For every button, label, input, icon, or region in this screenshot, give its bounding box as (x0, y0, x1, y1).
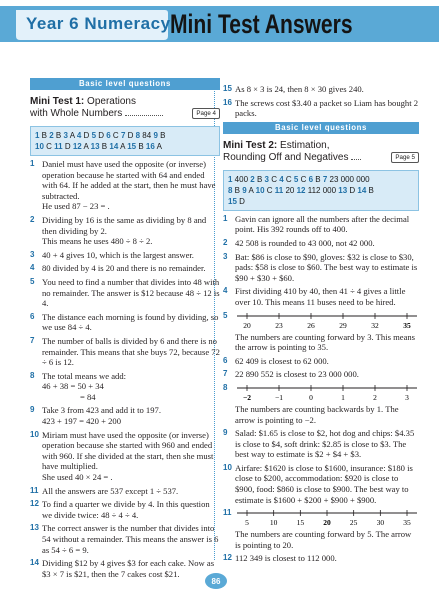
solution-body (42, 277, 220, 309)
solution-item (223, 383, 419, 425)
number-line-label: 5 (245, 518, 249, 528)
solution-item (30, 250, 220, 261)
solution-calculation: He used 87 − 23 = . (42, 201, 110, 212)
solution-item (30, 499, 220, 520)
answer-line (228, 196, 414, 207)
solution-number: 1 (223, 213, 228, 223)
solution-body (235, 463, 419, 505)
answer-value: B (313, 174, 321, 184)
answer-value: C (298, 174, 307, 184)
answer-value: C (110, 131, 119, 140)
answer-value: B (366, 185, 374, 195)
solution-item (223, 252, 419, 284)
answer-number: 9 (242, 185, 247, 195)
solution-item (30, 159, 220, 212)
solution-number: 10 (223, 462, 232, 472)
answer-number: 3 (63, 131, 68, 140)
solution-number: 2 (30, 214, 35, 224)
answer-number: 15 (228, 196, 237, 206)
answer-number: 13 (338, 185, 348, 195)
answer-value: D (347, 185, 356, 195)
solution-number: 7 (223, 369, 228, 379)
solution-calculation: = 84 (80, 391, 96, 402)
answer-number: 9 (153, 131, 158, 140)
left-column (30, 78, 220, 579)
solution-number: 2 (223, 237, 228, 247)
solution-item (223, 553, 419, 564)
solution-body (42, 159, 220, 212)
answer-number: 6 (106, 131, 111, 140)
answer-number: 5 (293, 174, 299, 184)
solution-text: All the answers are 537 except 1 ÷ 537. (42, 485, 179, 496)
answer-number: 13 (90, 142, 100, 151)
solution-text: The screws cost $3.40 a packet so Liam has bought 2 packs. (235, 97, 419, 119)
solution-text: Daniel must have used the opposite (or inverse) operation because he started with 64 and ended with 64. If he added at the start, then he must have subtracted. (42, 159, 216, 201)
solution-item (223, 84, 419, 95)
solution-calculation: 46 + 38 = 50 + 34 (42, 381, 104, 392)
answer-number: 6 (308, 174, 314, 184)
solution-number: 5 (30, 276, 35, 286)
solution-number: 5 (223, 310, 228, 320)
test1-label: Mini Test 1: (30, 96, 85, 107)
solution-body (42, 523, 220, 555)
solution-item (223, 238, 419, 249)
test2-label: Mini Test 2: (223, 139, 278, 151)
answer-number: 11 (54, 142, 63, 151)
answer-number: 4 (279, 174, 284, 184)
solution-body (42, 215, 220, 247)
solution-number: 4 (30, 263, 35, 273)
answer-number: 12 (72, 142, 82, 151)
solution-item (223, 98, 419, 119)
solution-number: 9 (223, 428, 228, 438)
number-line-label: 0 (309, 392, 313, 402)
answer-value: D (236, 196, 245, 206)
solution-item (30, 336, 220, 368)
solution-body (42, 312, 220, 333)
answer-value: 400 (232, 174, 249, 184)
solution-item (30, 405, 220, 426)
solution-body (235, 286, 419, 307)
answer-value: B (136, 142, 144, 151)
solution-item (30, 523, 220, 555)
number-line-label: 2 (373, 392, 377, 402)
solution-text: Dividing by 16 is the same as dividing by 8 and then dividing by 2. (42, 214, 207, 236)
solution-body (42, 336, 220, 368)
solution-number: 12 (30, 499, 39, 509)
number-line-label: 20 (243, 320, 251, 330)
number-line-label: 30 (376, 518, 385, 528)
answer-value: A (118, 142, 125, 151)
answer-number: 4 (76, 131, 82, 140)
answer-value: A (67, 131, 75, 140)
answer-value: 112 000 (305, 185, 337, 195)
solution-item (223, 214, 419, 235)
header-subject: Year 6 Numeracy (26, 14, 171, 33)
solution-item (223, 356, 419, 367)
solution-body (235, 238, 419, 249)
solution-item (223, 428, 419, 460)
answer-value: C (264, 185, 273, 195)
answer-value: D (62, 142, 71, 151)
solution-item (223, 508, 419, 550)
number-line-label: 15 (296, 518, 305, 528)
solution-number: 11 (30, 485, 39, 495)
solution-text: The numbers are counting forward by 3. This means the arrow is pointing to 35. (235, 331, 416, 353)
answer-value: B (39, 131, 48, 140)
solution-item (30, 312, 220, 333)
answer-value: B (254, 174, 263, 184)
test2-title-a: Estimation, (280, 139, 330, 151)
solution-number: 15 (223, 84, 232, 93)
solution-body (42, 558, 220, 579)
solution-number: 9 (30, 405, 35, 415)
solution-number: 8 (223, 382, 228, 392)
test2-answer-box (223, 170, 419, 211)
right-column (223, 81, 419, 564)
answer-value: A (246, 185, 254, 195)
solution-number: 6 (223, 355, 228, 365)
solution-body (235, 84, 419, 95)
number-line-label: −2 (242, 392, 252, 402)
number-line-label: 26 (307, 320, 315, 330)
level-bar-basic: Basic level questions (30, 78, 220, 90)
answer-number: 16 (145, 142, 155, 151)
solution-text: To find a quarter we divide by 4. In this question we divide twice: 48 ÷ 4 ÷ 4. (42, 499, 210, 520)
answer-line (35, 141, 215, 152)
answer-number: 10 (35, 142, 44, 151)
answer-value: A (81, 142, 89, 151)
answer-number: 8 (228, 185, 233, 195)
solution-body (235, 311, 419, 353)
solution-number: 11 (223, 508, 232, 518)
solution-text: Salad: $1.65 is close to $2, hot dog and chips: $4.35 is close to $4, soft drink: $2.85 is close to $3. The best way to estimate is $2 + $4 + $3. (235, 428, 415, 460)
solution-item (30, 277, 220, 309)
solution-item (30, 371, 220, 403)
answer-value: B (232, 185, 241, 195)
solution-text: Gavin can ignore all the numbers after the decimal point. His 392 rounds off to 400. (235, 213, 410, 235)
solution-body (42, 430, 220, 483)
page-number: 86 (211, 577, 221, 586)
solution-number: 3 (30, 249, 35, 259)
solution-number: 13 (30, 523, 39, 533)
solution-item (30, 486, 220, 497)
number-line-label: 20 (323, 518, 331, 528)
solution-text: First dividing 410 by 40, then 41 ÷ 4 gives a little over 10. This means 11 buses need to be hired. (235, 286, 406, 307)
number-line-label: 23 (275, 320, 283, 330)
solution-number: 10 (30, 429, 39, 439)
answer-number: 11 (274, 185, 284, 195)
number-line-label: 25 (349, 518, 358, 528)
number-line (235, 384, 419, 404)
solution-text: The correct answer is the number that divides into 54 without a remainder. This means the answer is 6 as 54 ÷ 6 = 9. (42, 523, 219, 555)
answer-line (228, 174, 414, 185)
solution-text: 42 508 is rounded to 43 000, not 42 000. (235, 237, 375, 248)
solution-body (42, 263, 220, 274)
page-header (0, 0, 439, 62)
solution-item (223, 311, 419, 353)
solution-text: The numbers are counting forward by 5. The arrow is pointing to 20. (235, 529, 412, 550)
solution-text: 62 409 is closest to 62 000. (235, 355, 329, 366)
answer-number: 1 (228, 174, 233, 184)
answer-number: 7 (120, 131, 126, 140)
number-line-label: 32 (371, 320, 379, 330)
answer-value: D (96, 131, 105, 140)
solution-body (235, 428, 419, 460)
solution-text: Miriam must have used the opposite (or inverse) operation because she started with 960 and ended with 960. If she divided at the start, then she must have multiplied. (42, 429, 214, 472)
solution-body (235, 252, 419, 284)
test1-answer-box (30, 126, 220, 156)
solution-body (235, 553, 419, 564)
solution-item (30, 430, 220, 483)
solution-number: 1 (30, 159, 35, 168)
number-line-label: 35 (403, 320, 411, 330)
answer-line (228, 185, 414, 196)
answer-number: 3 (264, 174, 269, 184)
answer-number: 5 (91, 131, 97, 140)
answer-value: D (81, 131, 90, 140)
answer-number: 14 (357, 185, 367, 195)
solution-body (42, 499, 220, 520)
answer-value: C (43, 142, 52, 151)
test1-title-b: with Whole Numbers (30, 108, 123, 119)
test2-heading (223, 140, 419, 164)
answer-number: 10 (255, 185, 265, 195)
solution-body (42, 405, 220, 426)
solution-text: Airfare: $1620 is close to $1600, insurance: $180 is close to $200, accommodation: $920 is close to $900, food: $860 is close to $900. The best way to estimate is $1600 + $200 + $900 + $900. (235, 462, 413, 505)
answer-value: C (268, 174, 277, 184)
test2-title-b: Rounding Off and Negatives (223, 151, 349, 163)
solution-number: 3 (223, 251, 228, 261)
test1-page-tag: Page 4 (192, 108, 220, 119)
solution-text: 80 divided by 4 is 20 and there is no remainder. (42, 263, 206, 274)
solution-number: 4 (223, 286, 228, 296)
solution-body (42, 371, 220, 403)
test2-page-tag: Page 5 (391, 152, 419, 163)
solution-text: Take 3 from 423 and add it to 197. (42, 405, 161, 416)
number-line-label: 29 (339, 320, 347, 330)
solution-item (30, 263, 220, 274)
solution-body (235, 356, 419, 367)
answer-number: 2 (250, 174, 255, 184)
answer-value: B (53, 131, 62, 140)
test1-title-a: Operations (87, 96, 136, 107)
number-line-label: −1 (275, 392, 283, 402)
page-number-badge (205, 573, 227, 589)
solution-calculation: 423 + 197 = 420 + 200 (42, 416, 121, 427)
solution-text: 112 349 is closest to 112 000. (235, 553, 337, 564)
test1-solutions-continued (223, 84, 419, 119)
answer-number: 15 (127, 142, 137, 151)
solution-text: Dividing $12 by 4 gives $3 for each cake. Now as $3 × 7 is $21, then the 7 cakes cost $21. (42, 558, 215, 579)
solution-item (223, 369, 419, 380)
solution-text: You need to find a number that divides into 48 with no remainder. The answer is $12 because 48 ÷ 12 is 4. (42, 276, 220, 309)
solution-item (223, 286, 419, 307)
number-line-label: 10 (269, 518, 278, 528)
solution-body (235, 508, 419, 550)
answer-number: 2 (49, 131, 54, 140)
solution-text: 40 + 4 gives 10, which is the largest answer. (42, 249, 194, 260)
solution-body (235, 214, 419, 235)
number-line (235, 509, 419, 529)
test1-heading (30, 96, 220, 120)
answer-value: B (157, 131, 166, 140)
answer-number: 1 (35, 131, 40, 140)
solution-text: 22 890 552 is closest to 23 000 000. (235, 369, 359, 380)
solution-number: 14 (30, 558, 39, 568)
answer-number: 8 (135, 131, 141, 140)
solution-item (30, 558, 220, 579)
answer-number: 7 (322, 174, 328, 184)
solution-text: As 8 × 3 is 24, then 8 × 30 gives 240. (235, 84, 364, 94)
test1-solutions (30, 159, 220, 579)
answer-value: C (283, 174, 292, 184)
answer-value: 84 (140, 131, 152, 140)
answer-value: 20 (283, 185, 295, 195)
number-line-label: 3 (405, 392, 409, 402)
number-line-label: 1 (341, 392, 345, 402)
answer-number: 12 (296, 185, 306, 195)
solution-number: 6 (30, 311, 35, 321)
page-number-shape (205, 573, 227, 589)
solution-body (42, 250, 220, 261)
solution-body (235, 98, 419, 119)
level-bar-basic-2: Basic level questions (223, 122, 419, 134)
answer-value: B (99, 142, 108, 151)
answer-value: A (154, 142, 162, 151)
number-line-label: 35 (403, 518, 411, 528)
number-line (235, 312, 419, 332)
solution-text: The total means we add: (42, 370, 126, 381)
solution-number: 12 (223, 553, 232, 563)
solution-text: The numbers are counting backwards by 1. The arrow is pointing to −2. (235, 403, 399, 425)
answer-value: D (125, 131, 134, 140)
solution-item (223, 463, 419, 505)
solution-text: The number of balls is divided by 6 and there is no remainder. This means that she buys 72, because 72 ÷ 6 is 12. (42, 335, 220, 368)
answer-value: 23 000 000 (327, 174, 370, 184)
solution-calculation: This means he uses 480 ÷ 8 ÷ 2. (42, 236, 153, 247)
test2-solutions (223, 214, 419, 564)
solution-number: 16 (223, 97, 232, 107)
solution-text: Bat: $86 is close to $90, gloves: $32 is close to $30, pads: $58 is close to $60. The best way to estimate is $90 + $30 + $60. (235, 251, 418, 283)
solution-body (235, 383, 419, 425)
page-title: Mini Test Answers (170, 9, 353, 39)
solution-body (235, 369, 419, 380)
solution-number: 7 (30, 335, 35, 345)
answer-line (35, 130, 215, 141)
solution-text: The distance each morning is found by dividing, so we use 84 ÷ 4. (42, 311, 219, 333)
answer-number: 14 (109, 142, 119, 151)
solution-item (30, 215, 220, 247)
solution-number: 8 (30, 370, 35, 380)
solution-calculation: She used 40 × 24 = . (42, 472, 113, 483)
solution-body (42, 486, 220, 497)
